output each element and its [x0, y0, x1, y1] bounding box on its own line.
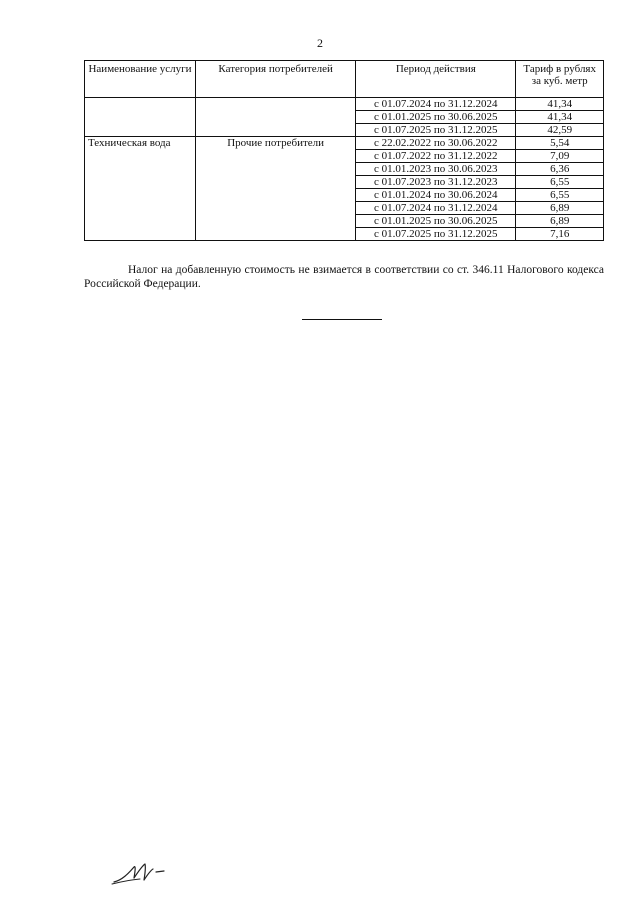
period-cell: с 01.07.2023 по 31.12.2023 — [356, 176, 516, 189]
period-cell: с 01.07.2024 по 31.12.2024 — [356, 202, 516, 215]
header-tariff: Тариф в рублях за куб. метр — [516, 61, 604, 98]
page-number: 2 — [317, 36, 323, 50]
tariff-cell: 42,59 — [516, 124, 604, 137]
tariff-table — [84, 60, 604, 241]
tariff-cell: 6,89 — [516, 215, 604, 228]
category-cell — [196, 98, 356, 137]
period-cell: с 01.07.2024 по 31.12.2024 — [356, 98, 516, 111]
service-cell — [85, 98, 196, 137]
tariff-cell: 6,55 — [516, 176, 604, 189]
period-cell: с 01.07.2025 по 31.12.2025 — [356, 124, 516, 137]
category-cell: Прочие потребители — [196, 137, 356, 241]
tariff-cell: 5,54 — [516, 137, 604, 150]
period-cell: с 01.07.2022 по 31.12.2022 — [356, 150, 516, 163]
period-cell: с 01.01.2024 по 30.06.2024 — [356, 189, 516, 202]
tariff-cell: 41,34 — [516, 111, 604, 124]
header-period: Период действия — [356, 61, 516, 98]
service-cell: Техническая вода — [85, 137, 196, 241]
vat-note: Налог на добавленную стоимость не взимается в соответствии со ст. 346.11 Налогового кодекса Российской Федерации. — [84, 264, 604, 290]
tariff-cell: 6,55 — [516, 189, 604, 202]
separator-line — [302, 319, 382, 320]
tariff-cell: 7,16 — [516, 228, 604, 241]
tariff-cell: 6,36 — [516, 163, 604, 176]
tariff-cell: 7,09 — [516, 150, 604, 163]
tariff-cell: 6,89 — [516, 202, 604, 215]
table-row — [85, 98, 604, 111]
table-header-row — [85, 61, 604, 98]
table-row — [85, 137, 604, 150]
period-cell: с 01.01.2023 по 30.06.2023 — [356, 163, 516, 176]
header-service: Наименование услуги — [85, 61, 196, 98]
tariff-cell: 41,34 — [516, 98, 604, 111]
period-cell: с 01.01.2025 по 30.06.2025 — [356, 215, 516, 228]
header-category: Категория потребителей — [196, 61, 356, 98]
handwritten-signature-icon — [110, 858, 190, 888]
period-cell: с 01.01.2025 по 30.06.2025 — [356, 111, 516, 124]
period-cell: с 22.02.2022 по 30.06.2022 — [356, 137, 516, 150]
period-cell: с 01.07.2025 по 31.12.2025 — [356, 228, 516, 241]
